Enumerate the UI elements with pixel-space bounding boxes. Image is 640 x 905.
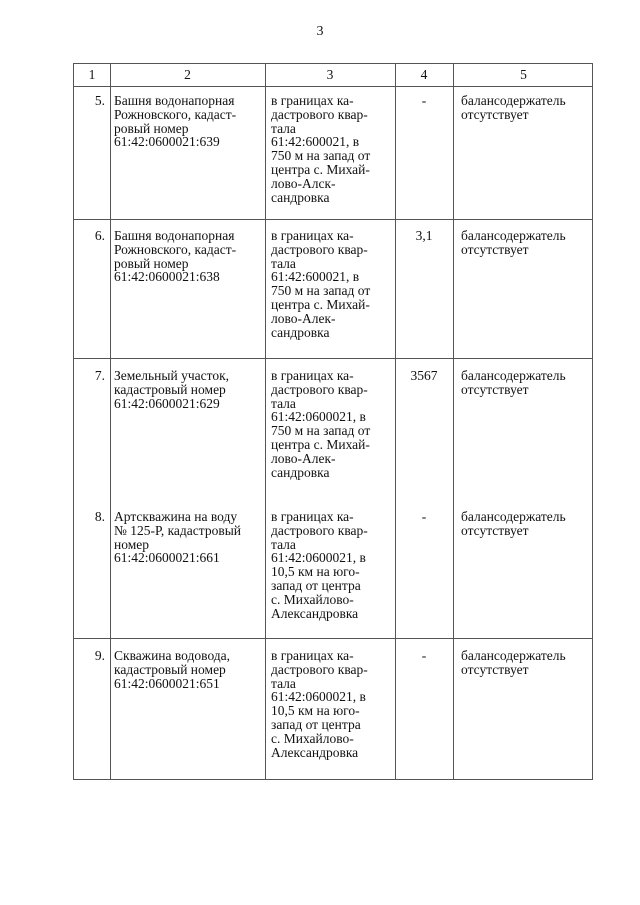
- object-name: Артскважина на воду № 125-Р, кадастровый номер 61:42:0600021:661: [114, 509, 242, 566]
- row-number: 7.: [94, 368, 105, 383]
- object-location: в границах ка- дастрового квар- тала 61:42:600021, в 750 м на запад от центра с. Михай- лово-Алек- сандровка: [271, 228, 371, 340]
- object-location: в границах ка- дастрового квар- тала 61:42:600021, в 750 м на запад от центра с. Михай- лово-Алск- сандровка: [271, 93, 371, 205]
- row-number: 8.: [94, 509, 105, 524]
- object-location: в границах ка- дастрового квар- тала 61:42:0600021, в 750 м на запад от центра с. Михай- лово-Алек- сандровка: [271, 368, 371, 480]
- header-cell-1: 1: [88, 67, 96, 82]
- row-divider: [74, 219, 592, 220]
- object-value: -: [421, 93, 427, 108]
- object-value: 3,1: [415, 228, 433, 243]
- row-number: 6.: [94, 228, 105, 243]
- column-divider: [395, 64, 396, 779]
- object-value: -: [421, 648, 427, 663]
- object-value: 3567: [410, 368, 438, 383]
- column-divider: [453, 64, 454, 779]
- page-number: 3: [316, 24, 324, 39]
- object-name: Башня водонапорная Рожновского, кадаст- ровый номер 61:42:0600021:638: [114, 228, 237, 285]
- balance-holder: балансодержатель отсутствует: [461, 93, 566, 122]
- row-divider: [74, 638, 592, 639]
- balance-holder: балансодержатель отсутствует: [461, 509, 566, 538]
- balance-holder: балансодержатель отсутствует: [461, 368, 566, 397]
- object-value: -: [421, 509, 427, 524]
- row-divider: [74, 86, 592, 87]
- property-table: [73, 63, 593, 780]
- balance-holder: балансодержатель отсутствует: [461, 648, 566, 677]
- row-number: 5.: [94, 93, 105, 108]
- header-cell-2: 2: [184, 67, 191, 82]
- object-location: в границах ка- дастрового квар- тала 61:42:0600021, в 10,5 км на юго- запад от центра с. Михайлово- Александровка: [271, 648, 368, 760]
- header-cell-4: 4: [420, 67, 428, 82]
- object-location: в границах ка- дастрового квар- тала 61:42:0600021, в 10,5 км на юго- запад от центра с. Михайлово- Александровка: [271, 509, 368, 621]
- header-cell-3: 3: [326, 67, 334, 82]
- object-name: Башня водонапорная Рожновского, кадаст- ровый номер 61:42:0600021:639: [114, 93, 237, 150]
- header-cell-5: 5: [520, 67, 527, 82]
- balance-holder: балансодержатель отсутствует: [461, 228, 566, 257]
- object-name: Земельный участок, кадастровый номер 61:42:0600021:629: [114, 368, 230, 411]
- row-number: 9.: [94, 648, 105, 663]
- column-divider: [110, 64, 111, 779]
- row-divider: [74, 358, 592, 359]
- object-name: Скважина водовода, кадастровый номер 61:42:0600021:651: [114, 648, 231, 691]
- column-divider: [265, 64, 266, 779]
